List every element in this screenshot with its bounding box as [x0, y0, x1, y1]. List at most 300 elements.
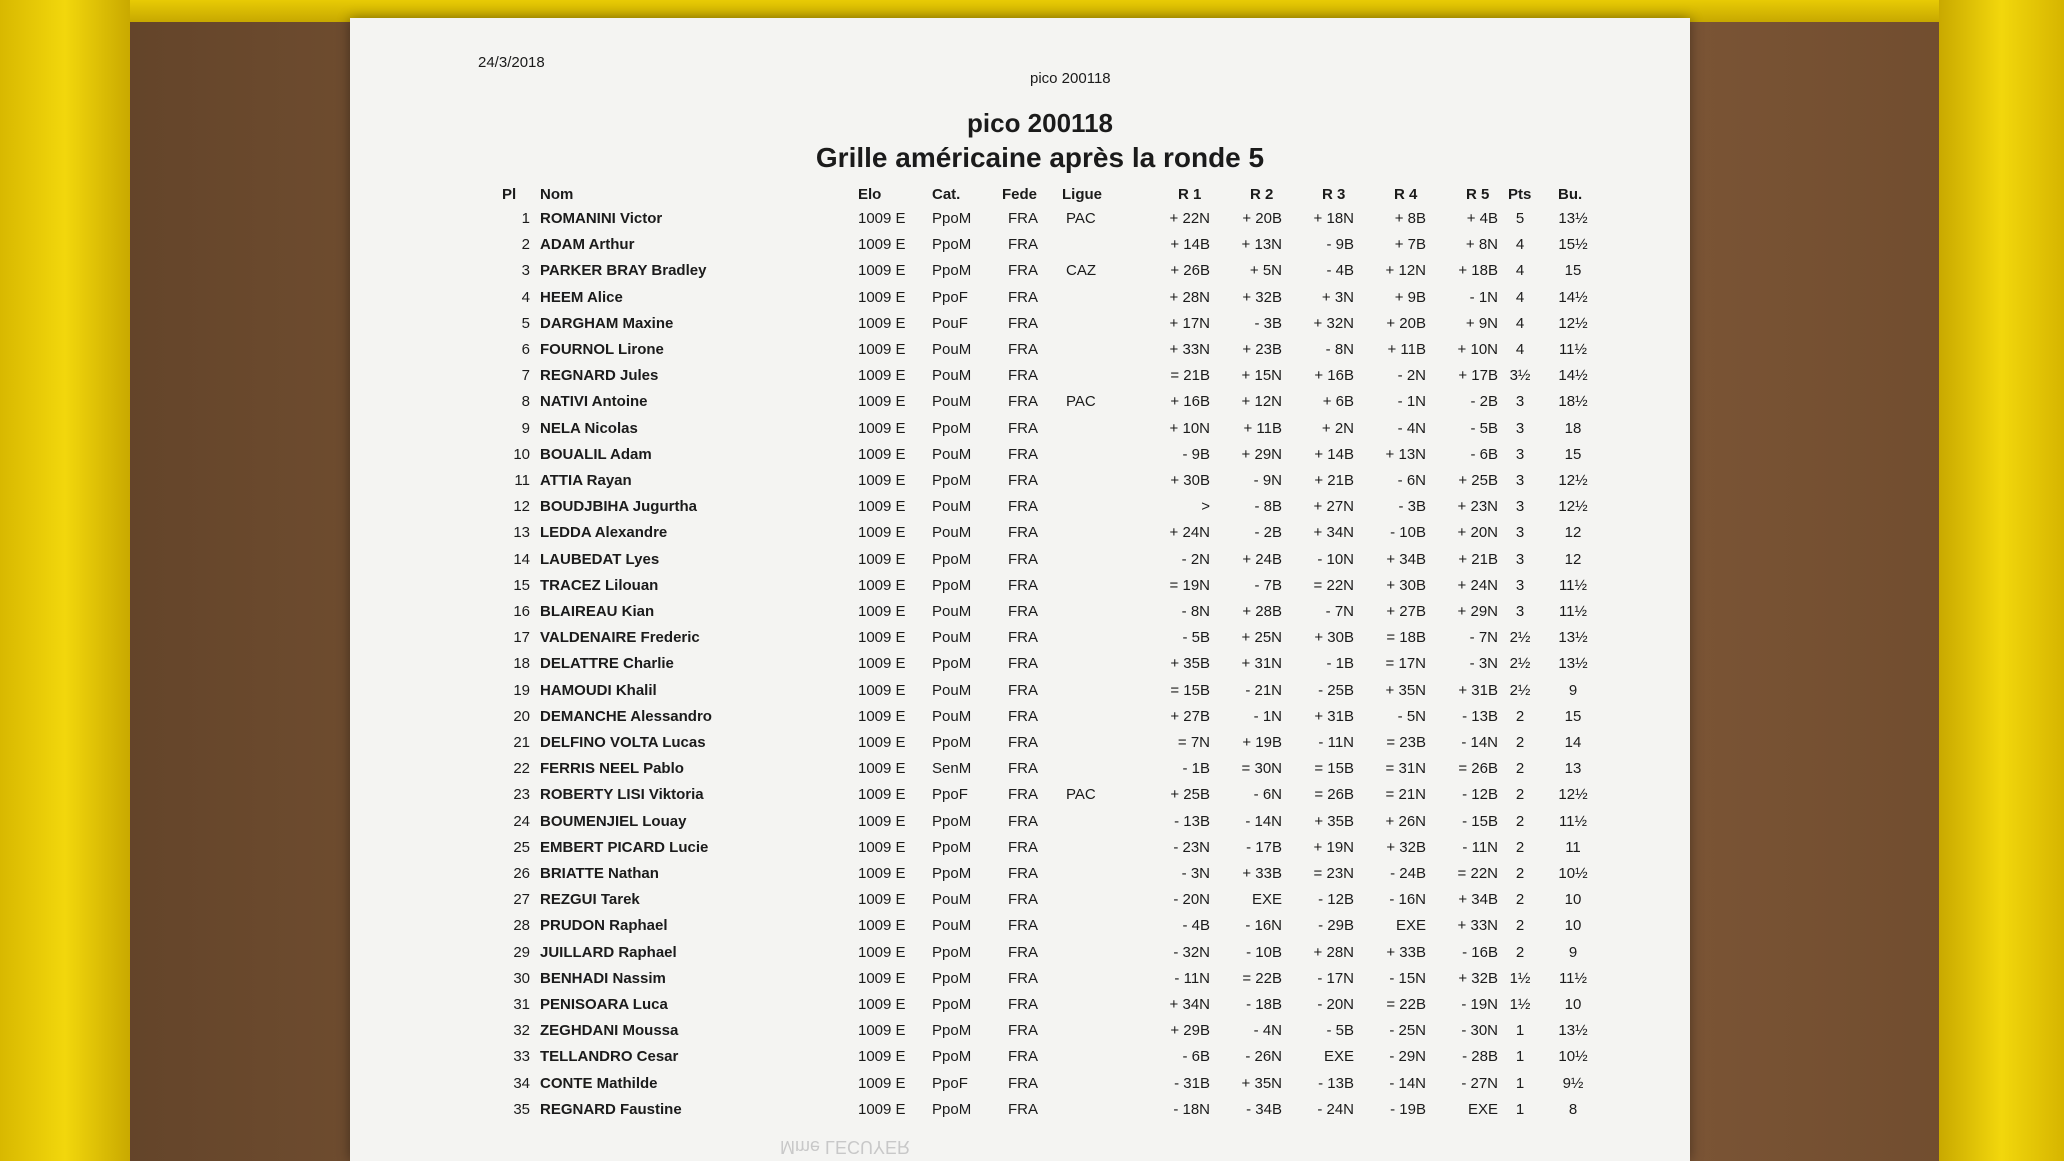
cell-cat: PpoM [932, 262, 972, 280]
cell-r1: - 32N [1173, 943, 1210, 961]
cell-r4: + 8B [1394, 210, 1426, 227]
cell-r5: - 16B [1462, 943, 1498, 961]
cell-elo: 1009 E [858, 498, 906, 516]
cell-fede: FRA [1008, 655, 1038, 673]
cell-elo: 1009 E [858, 629, 906, 647]
cell-pl: 3 [521, 262, 530, 280]
cell-cat: PouM [932, 393, 972, 411]
cell-bu: 12½ [1558, 786, 1588, 804]
cell-r4: + 13N [1385, 445, 1426, 463]
cell-nom: JUILLARD Raphael [540, 943, 677, 961]
cell-cat: PouM [932, 891, 972, 909]
cell-nom: REZGUI Tarek [540, 891, 640, 909]
cell-r3: = 15B [1314, 760, 1354, 778]
cell-elo: 1009 E [858, 393, 906, 411]
cell-r2: + 19B [1242, 734, 1282, 751]
cell-r4: + 32B [1386, 838, 1426, 856]
cell-r2: - 8B [1254, 498, 1282, 516]
cell-fede: FRA [1008, 838, 1038, 856]
results-sheet [350, 18, 1690, 1161]
cell-r2: - 16N [1245, 917, 1282, 935]
cell-cat: PouM [932, 603, 972, 620]
cell-pts: 5 [1515, 210, 1525, 227]
cell-r4: + 11B [1387, 341, 1426, 358]
cell-ligue: CAZ [1066, 262, 1096, 280]
cell-elo: 1009 E [858, 786, 906, 804]
cell-pl: 5 [521, 314, 530, 332]
cell-r3: EXE [1323, 1048, 1354, 1066]
cell-bu: 13½ [1558, 655, 1588, 673]
cell-r5: = 26B [1458, 760, 1498, 778]
cell-r1: - 8N [1181, 603, 1210, 620]
cell-r5: = 22N [1457, 865, 1498, 882]
cell-r1: = 7N [1177, 734, 1210, 751]
cell-r2: + 29N [1241, 445, 1282, 463]
cell-elo: 1009 E [858, 419, 906, 437]
cell-bu: 13 [1564, 760, 1582, 778]
table-row [350, 341, 1690, 365]
table-row [350, 786, 1690, 810]
cell-pts: 4 [1515, 314, 1525, 332]
cell-cat: PpoM [932, 576, 972, 594]
cell-bu: 14½ [1558, 367, 1588, 385]
cell-r2: + 20B [1242, 210, 1282, 227]
cell-bu: 13½ [1558, 210, 1588, 227]
col-header-bu: Bu. [1558, 186, 1583, 203]
cell-bu: 9 [1568, 943, 1578, 961]
cell-fede: FRA [1008, 524, 1038, 542]
cell-r4: - 25N [1389, 1022, 1426, 1040]
cell-r5: + 17B [1458, 367, 1498, 385]
cell-r5: + 33N [1457, 917, 1498, 935]
table-row [350, 210, 1690, 234]
cell-r4: + 33B [1386, 943, 1426, 961]
cell-pl: 17 [513, 629, 530, 647]
cell-bu: 15 [1564, 262, 1582, 280]
cell-pts: 3 [1515, 550, 1525, 568]
table-row [350, 472, 1690, 496]
cell-pl: 31 [513, 996, 530, 1013]
cell-r5: + 34B [1458, 891, 1498, 909]
cell-r4: + 27B [1386, 603, 1426, 620]
cell-nom: CONTE Mathilde [540, 1074, 658, 1092]
cell-nom: PENISOARA Luca [540, 996, 668, 1013]
cell-bu: 11 [1565, 838, 1581, 856]
cell-fede: FRA [1008, 472, 1038, 489]
cell-r4: - 6N [1397, 472, 1426, 489]
cell-fede: FRA [1008, 445, 1038, 463]
cell-r3: - 4B [1326, 262, 1354, 280]
cell-r1: - 2N [1181, 550, 1210, 568]
cell-fede: FRA [1008, 262, 1038, 280]
table-row [350, 1075, 1690, 1099]
cell-r3: = 26B [1314, 786, 1354, 804]
cell-elo: 1009 E [858, 550, 906, 568]
cell-r1: + 30B [1170, 472, 1210, 489]
cell-r1: - 5B [1182, 629, 1210, 647]
cell-r2: + 23B [1242, 341, 1282, 358]
cell-r3: - 7N [1325, 603, 1354, 620]
cell-r2: - 10B [1246, 943, 1282, 961]
cell-r3: + 18N [1313, 210, 1354, 227]
cell-elo: 1009 E [858, 838, 906, 856]
col-header-r5: R 5 [1466, 186, 1490, 203]
table-row [350, 1022, 1690, 1046]
cell-cat: PpoM [932, 1048, 972, 1066]
cell-r5: - 27N [1461, 1074, 1498, 1092]
cell-r5: + 25B [1458, 472, 1498, 489]
table-row [350, 393, 1690, 417]
cell-cat: PouF [932, 314, 968, 332]
cell-r5: + 8N [1465, 236, 1498, 254]
cell-elo: 1009 E [858, 603, 906, 620]
cell-fede: FRA [1008, 288, 1038, 306]
cell-fede: FRA [1008, 576, 1038, 594]
col-header-elo: Elo [858, 186, 882, 203]
col-header-cat: Cat. [932, 186, 961, 203]
cell-pts: 3 [1515, 445, 1525, 463]
cell-r2: + 31N [1241, 655, 1282, 673]
cell-r2: - 17B [1246, 838, 1282, 856]
cell-r1: = 15B [1170, 681, 1210, 699]
cell-bu: 10½ [1558, 1048, 1588, 1066]
table-row [350, 603, 1690, 627]
cell-r3: + 21B [1314, 472, 1354, 489]
cell-r4: - 15N [1389, 969, 1426, 987]
table-row [350, 446, 1690, 470]
cell-r4: + 7B [1394, 236, 1426, 254]
cell-pl: 32 [513, 1022, 530, 1040]
cell-cat: PpoM [932, 419, 972, 437]
cell-pts: 2 [1515, 865, 1525, 882]
cell-r3: - 10N [1317, 550, 1354, 568]
cell-nom: ROMANINI Victor [540, 210, 663, 227]
cell-fede: FRA [1008, 734, 1038, 751]
cell-elo: 1009 E [858, 681, 906, 699]
cell-pl: 19 [513, 681, 530, 699]
cell-fede: FRA [1008, 550, 1038, 568]
cell-pl: 34 [513, 1074, 530, 1092]
cell-r4: - 16N [1389, 891, 1426, 909]
cell-r4: - 3B [1398, 498, 1426, 516]
cell-r3: - 11N [1318, 734, 1354, 751]
cell-r2: - 2B [1254, 524, 1282, 542]
cell-cat: PpoF [932, 786, 968, 804]
cell-elo: 1009 E [858, 210, 906, 227]
cell-fede: FRA [1008, 760, 1038, 778]
table-row [350, 498, 1690, 522]
cell-r4: - 29N [1389, 1048, 1426, 1066]
cell-fede: FRA [1008, 367, 1038, 385]
cell-r3: = 23N [1313, 865, 1354, 882]
cell-r1: > [1201, 498, 1210, 516]
cell-cat: PouM [932, 524, 972, 542]
cell-pl: 18 [513, 655, 530, 673]
cell-cat: PpoM [932, 1100, 972, 1118]
cell-pts: 4 [1515, 262, 1525, 280]
cell-r2: - 14N [1245, 812, 1282, 830]
table-row [350, 367, 1690, 391]
cell-r4: + 12N [1385, 262, 1426, 280]
cell-bu: 18 [1564, 419, 1582, 437]
cell-r3: + 2N [1321, 419, 1354, 437]
cell-fede: FRA [1008, 865, 1038, 882]
cell-r4: = 31N [1385, 760, 1426, 778]
cell-nom: BENHADI Nassim [540, 969, 666, 987]
cell-r3: + 35B [1314, 812, 1354, 830]
cell-pts: 3 [1515, 498, 1525, 516]
cell-r2: - 21N [1245, 681, 1282, 699]
cell-pl: 11 [514, 472, 530, 489]
cell-r4: + 9B [1394, 288, 1426, 306]
cell-r5: + 29N [1457, 603, 1498, 620]
cell-ligue: PAC [1066, 210, 1096, 227]
cell-elo: 1009 E [858, 524, 906, 542]
cell-elo: 1009 E [858, 445, 906, 463]
cell-nom: DELFINO VOLTA Lucas [540, 734, 706, 751]
table-row [350, 262, 1690, 286]
cell-pts: 2 [1515, 760, 1525, 778]
cell-nom: TRACEZ Lilouan [540, 576, 659, 594]
cell-fede: FRA [1008, 891, 1038, 909]
cell-r2: = 30N [1241, 760, 1282, 778]
cell-r5: - 28B [1462, 1048, 1498, 1066]
cell-pl: 27 [513, 891, 530, 909]
cell-pl: 21 [513, 734, 530, 751]
cell-r4: - 4N [1397, 419, 1426, 437]
cell-pl: 14 [513, 550, 530, 568]
cell-r1: - 23N [1173, 838, 1210, 856]
col-header-ligue: Ligue [1062, 186, 1102, 203]
cell-pts: 1½ [1509, 996, 1531, 1013]
cell-cat: PouM [932, 917, 972, 935]
table-row [350, 655, 1690, 679]
table-row [350, 839, 1690, 863]
cell-r3: - 8N [1325, 341, 1354, 358]
cell-elo: 1009 E [858, 969, 906, 987]
cell-r5: - 12B [1462, 786, 1498, 804]
cell-nom: ADAM Arthur [540, 236, 635, 254]
cell-r5: + 9N [1465, 314, 1498, 332]
table-row [350, 629, 1690, 653]
cell-r2: + 12N [1241, 393, 1282, 411]
cell-r5: + 4B [1466, 210, 1498, 227]
cell-r2: + 35N [1241, 1074, 1282, 1092]
print-date: 24/3/2018 [478, 54, 545, 71]
cell-cat: PpoM [932, 943, 972, 961]
cell-nom: FOURNOL Lirone [540, 341, 664, 358]
cell-r2: - 3B [1254, 314, 1282, 332]
cell-r5: + 24N [1457, 576, 1498, 594]
cell-r4: - 14N [1389, 1074, 1426, 1092]
cell-elo: 1009 E [858, 314, 906, 332]
cell-r1: + 26B [1170, 262, 1210, 280]
cell-elo: 1009 E [858, 288, 906, 306]
cell-pts: 2½ [1509, 681, 1531, 699]
cell-r5: EXE [1467, 1100, 1498, 1118]
cell-r2: - 26N [1245, 1048, 1282, 1066]
cell-fede: FRA [1008, 210, 1038, 227]
cell-r2: + 32B [1242, 288, 1282, 306]
cell-nom: ATTIA Rayan [540, 472, 632, 489]
cell-r4: + 34B [1386, 550, 1426, 568]
cell-r1: + 17N [1169, 314, 1210, 332]
cell-bu: 10 [1564, 917, 1582, 935]
cell-nom: BOUMENJIEL Louay [540, 812, 687, 830]
col-header-pts: Pts [1508, 186, 1532, 203]
cell-r3: - 25B [1318, 681, 1354, 699]
cell-r4: = 22B [1386, 996, 1426, 1013]
cell-pts: 2 [1515, 891, 1525, 909]
cell-cat: PouM [932, 707, 972, 725]
cell-r5: - 5B [1470, 419, 1498, 437]
cell-bu: 9½ [1562, 1074, 1584, 1092]
cell-elo: 1009 E [858, 891, 906, 909]
yellow-frame-right [1939, 0, 2064, 1161]
cell-r1: + 27B [1170, 707, 1210, 725]
table-row [350, 813, 1690, 837]
cell-r1: - 1B [1182, 760, 1210, 778]
cell-r3: - 13B [1318, 1074, 1354, 1092]
cell-cat: PpoM [932, 1022, 972, 1040]
cell-r2: - 1N [1253, 707, 1282, 725]
cell-cat: PouM [932, 498, 972, 516]
cell-r3: + 34N [1313, 524, 1354, 542]
cell-cat: PouM [932, 629, 972, 647]
cell-r3: + 3N [1321, 288, 1354, 306]
table-row [350, 236, 1690, 260]
cell-r2: - 18B [1246, 996, 1282, 1013]
cell-cat: PpoM [932, 969, 972, 987]
cell-bu: 9 [1568, 681, 1578, 699]
cell-r1: + 35B [1170, 655, 1210, 673]
cell-ligue: PAC [1066, 393, 1096, 411]
cell-pl: 29 [513, 943, 530, 961]
cell-r2: - 34B [1246, 1100, 1282, 1118]
cell-bu: 10 [1564, 891, 1582, 909]
cell-r1: - 18N [1173, 1100, 1210, 1118]
cell-r3: - 20N [1317, 996, 1354, 1013]
cell-r3: - 9B [1326, 236, 1354, 254]
cell-r4: + 30B [1386, 576, 1426, 594]
cell-nom: VALDENAIRE Frederic [540, 629, 700, 647]
cell-cat: PouM [932, 681, 972, 699]
cell-elo: 1009 E [858, 367, 906, 385]
cell-r5: - 2B [1470, 393, 1498, 411]
cell-pts: 4 [1515, 236, 1525, 254]
cell-cat: PpoF [932, 288, 968, 306]
table-row [350, 551, 1690, 575]
cell-r3: - 17N [1317, 969, 1354, 987]
table-row [350, 996, 1690, 1020]
cell-r1: - 31B [1174, 1074, 1210, 1092]
cell-r1: + 25B [1170, 786, 1210, 804]
table-subtitle: Grille américaine après la ronde 5 [815, 142, 1265, 173]
cell-fede: FRA [1008, 812, 1038, 830]
cell-pts: 2 [1515, 786, 1525, 804]
cell-r4: = 18B [1386, 629, 1426, 647]
cell-bu: 13½ [1558, 1022, 1588, 1040]
cell-fede: FRA [1008, 943, 1038, 961]
cell-bu: 13½ [1558, 629, 1588, 647]
table-row [350, 1101, 1690, 1125]
cell-r3: + 31B [1314, 707, 1354, 725]
cell-cat: SenM [932, 760, 972, 778]
cell-r1: - 11N [1174, 969, 1210, 987]
cell-elo: 1009 E [858, 576, 906, 594]
cell-fede: FRA [1008, 1048, 1038, 1066]
cell-r3: + 28N [1313, 943, 1354, 961]
cell-pts: 3½ [1509, 367, 1531, 385]
cell-bu: 12½ [1558, 498, 1588, 516]
table-row [350, 944, 1690, 968]
cell-pts: 2 [1515, 734, 1525, 751]
table-row [350, 970, 1690, 994]
yellow-frame-left [0, 0, 130, 1161]
cell-r5: - 30N [1461, 1022, 1498, 1040]
cell-nom: DARGHAM Maxine [540, 314, 674, 332]
cell-r3: - 1B [1326, 655, 1354, 673]
cell-cat: PpoF [932, 1074, 968, 1092]
cell-cat: PpoM [932, 236, 972, 254]
cell-r1: + 10N [1169, 419, 1210, 437]
cell-bu: 10½ [1558, 865, 1588, 882]
cell-fede: FRA [1008, 236, 1038, 254]
cell-cat: PpoM [932, 812, 972, 830]
cell-pts: 1 [1515, 1048, 1525, 1066]
cell-elo: 1009 E [858, 707, 906, 725]
cell-nom: PARKER BRAY Bradley [540, 262, 707, 280]
cell-r4: - 2N [1397, 367, 1426, 385]
cell-pl: 8 [521, 393, 530, 411]
cell-r4: + 20B [1386, 314, 1426, 332]
cell-r1: - 13B [1174, 812, 1210, 830]
cell-fede: FRA [1008, 314, 1038, 332]
cell-nom: REGNARD Faustine [540, 1100, 682, 1118]
cell-r5: - 15B [1462, 812, 1498, 830]
cell-pl: 15 [513, 576, 530, 594]
cell-cat: PpoM [932, 838, 972, 856]
cell-r1: + 29B [1170, 1022, 1210, 1040]
cell-nom: LEDDA Alexandre [540, 524, 668, 542]
cell-r2: - 9N [1253, 472, 1282, 489]
cell-r1: + 22N [1169, 210, 1210, 227]
table-row [350, 1048, 1690, 1072]
cell-pl: 25 [513, 838, 530, 856]
cell-r2: + 13N [1241, 236, 1282, 254]
cell-bu: 11½ [1558, 341, 1588, 358]
cell-elo: 1009 E [858, 1100, 906, 1118]
cell-r4: = 21N [1385, 786, 1426, 804]
cell-pl: 24 [513, 812, 530, 830]
cell-elo: 1009 E [858, 262, 906, 280]
cell-pl: 9 [521, 419, 530, 437]
cell-pl: 2 [521, 236, 530, 254]
cell-r1: - 3N [1181, 865, 1210, 882]
col-header-nom: Nom [540, 186, 574, 203]
cell-nom: PRUDON Raphael [540, 917, 668, 935]
cell-bu: 18½ [1558, 393, 1588, 411]
cell-nom: FERRIS NEEL Pablo [540, 760, 684, 778]
cell-ligue: PAC [1066, 786, 1096, 804]
cell-bu: 11½ [1558, 812, 1588, 830]
cell-pts: 1 [1515, 1074, 1525, 1092]
cell-nom: EMBERT PICARD Lucie [540, 838, 709, 856]
cell-r2: + 24B [1242, 550, 1282, 568]
cell-pl: 26 [513, 865, 530, 882]
table-row [350, 524, 1690, 548]
table-row [350, 760, 1690, 784]
